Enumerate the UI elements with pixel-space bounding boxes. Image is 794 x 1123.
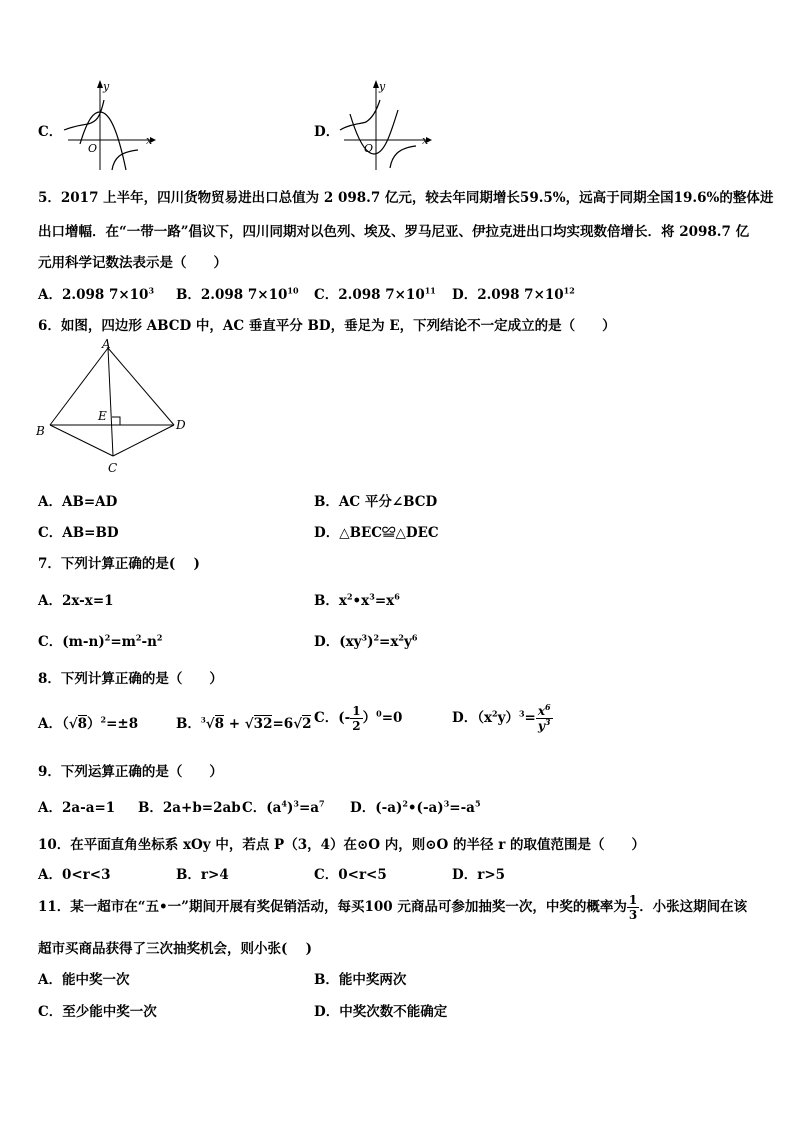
segment-dc [113,425,174,456]
y-axis-label: y [379,80,386,93]
curve-parabola [80,112,126,170]
q7-option-b: B．$x^2•x^3=x^6$ [314,591,400,609]
q11-option-b: B．能中奖两次 [314,972,407,988]
q11-line-2: 超市买商品获得了三次抽奖机会，则小张( ) [38,941,312,957]
q8-option-b: B．$^3$√8 + √32=6√2 [176,715,312,732]
q5-option-c: C．2.098 $7\times 10^{11}$ [314,285,436,303]
curve-right [390,146,416,168]
q11-line-1: 11．某一超市在“五•一”期间开展有奖促销活动，每买100 元商品可参加抽奖一次，中奖的概率为 $\frac{1}{3}$ ．小张这期间在该 [38,893,748,922]
q6-stem: 6．如图，四边形 ABCD 中，AC 垂直平分 BD，垂足为 E，下列结论不一定成立的是（ ） [38,318,616,334]
sqrt-icon: √ [293,716,303,732]
right-angle-mark-icon [112,417,120,425]
q7-option-d: D．$(xy^3)^2=x^2y^6$ [314,632,418,650]
q6-option-b: B．AC 平分∠BCD [314,494,438,510]
q4-option-c-label: C． [38,124,63,140]
q10-option-a: A．0<r<3 [38,867,111,883]
q5-line-2: 出口增幅．在“一带一路”倡议下，四川同期对以色列、埃及、罗马尼亚、伊拉克进出口均实现数倍增长．将 2098.7 亿 [38,224,750,240]
segment-bc [50,425,113,456]
curve-left [340,100,380,130]
q5-line-3: 元用科学记数法表示是（ ） [38,255,227,271]
cube-root-icon: √ [205,716,215,732]
q11-option-a: A．能中奖一次 [38,972,130,988]
q6-quadrilateral-figure [30,338,200,480]
q4-option-d-label: D． [314,124,340,140]
q10-option-c: C．0<r<5 [314,867,387,883]
y-axis-label: y [103,80,110,93]
q8-option-a: A．$(√8)^2=\pm 8$ [38,714,139,732]
q5-option-b: B．2.098 $7\times 10^{10}$ [176,285,299,303]
q7-stem: 7．下列计算正确的是( ) [38,556,200,572]
q11-option-d: D．中奖次数不能确定 [314,1004,448,1020]
q6-option-a: A．AB=AD [38,494,118,510]
x-axis-label: x [146,134,153,147]
q10-option-d: D．r>5 [452,867,506,883]
q9-option-d: D．$(-a)^2•(-a)^3=-a^5$ [350,798,481,816]
origin-label: O [364,142,374,155]
q9-option-a: A．2a-a=1 [38,800,116,816]
vertex-d-label: D [176,418,186,432]
q4-graph-c [60,74,160,174]
sqrt-icon: √ [68,716,78,732]
q8-option-d: D．$(x^2y)^3=$ $\frac{x^6}{y^3}$ [452,702,551,733]
segment-ac [108,348,113,456]
q9-stem: 9．下列运算正确的是（ ） [38,764,223,780]
sqrt-icon: √ [244,716,254,732]
q5-line-1: 5．2017 上半年，四川货物贸易进出口总值为 2 098.7 亿元，较去年同期增长59.5%，远高于同期全国19.6%的整体进 [38,190,774,206]
q8-option-c: C．(- $\frac{1}{2}$ ）$^0$=0 [314,704,403,733]
curve-parabola [350,110,398,154]
q7-option-a: A．2x-x=1 [38,593,114,609]
q8-stem: 8．下列计算正确的是（ ） [38,671,223,687]
x-axis-label: x [422,134,429,147]
q10-stem: 10．在平面直角坐标系 xOy 中，若点 P（3，4）在⊙O 内，则⊙O 的半径 r 的取值范围是（ ） [38,837,646,853]
q5-option-a: A．2.098 $7\times 10^3$ [38,285,155,303]
curve-left [64,100,104,130]
point-e-label: E [98,409,107,423]
q6-option-c: C．AB=BD [38,525,119,541]
q9-option-c: C．$(a^4)^3=a^7$ [242,798,325,816]
q10-option-b: B．r>4 [176,867,229,883]
vertex-b-label: B [36,424,45,438]
q11-option-c: C．至少能中奖一次 [38,1004,157,1020]
origin-label: O [88,142,98,155]
segment-ad [108,348,174,425]
q7-option-c: C．$(m-n)^2=m^2-n^2$ [38,632,163,650]
q6-option-d: D．△BEC≌△DEC [314,525,439,541]
q9-option-b: B．2a+b=2ab [138,800,241,816]
q5-option-d: D．2.098 $7\times 10^{12}$ [452,285,575,303]
vertex-c-label: C [108,461,118,475]
vertex-a-label: A [102,338,111,351]
q4-graph-d [336,74,436,174]
